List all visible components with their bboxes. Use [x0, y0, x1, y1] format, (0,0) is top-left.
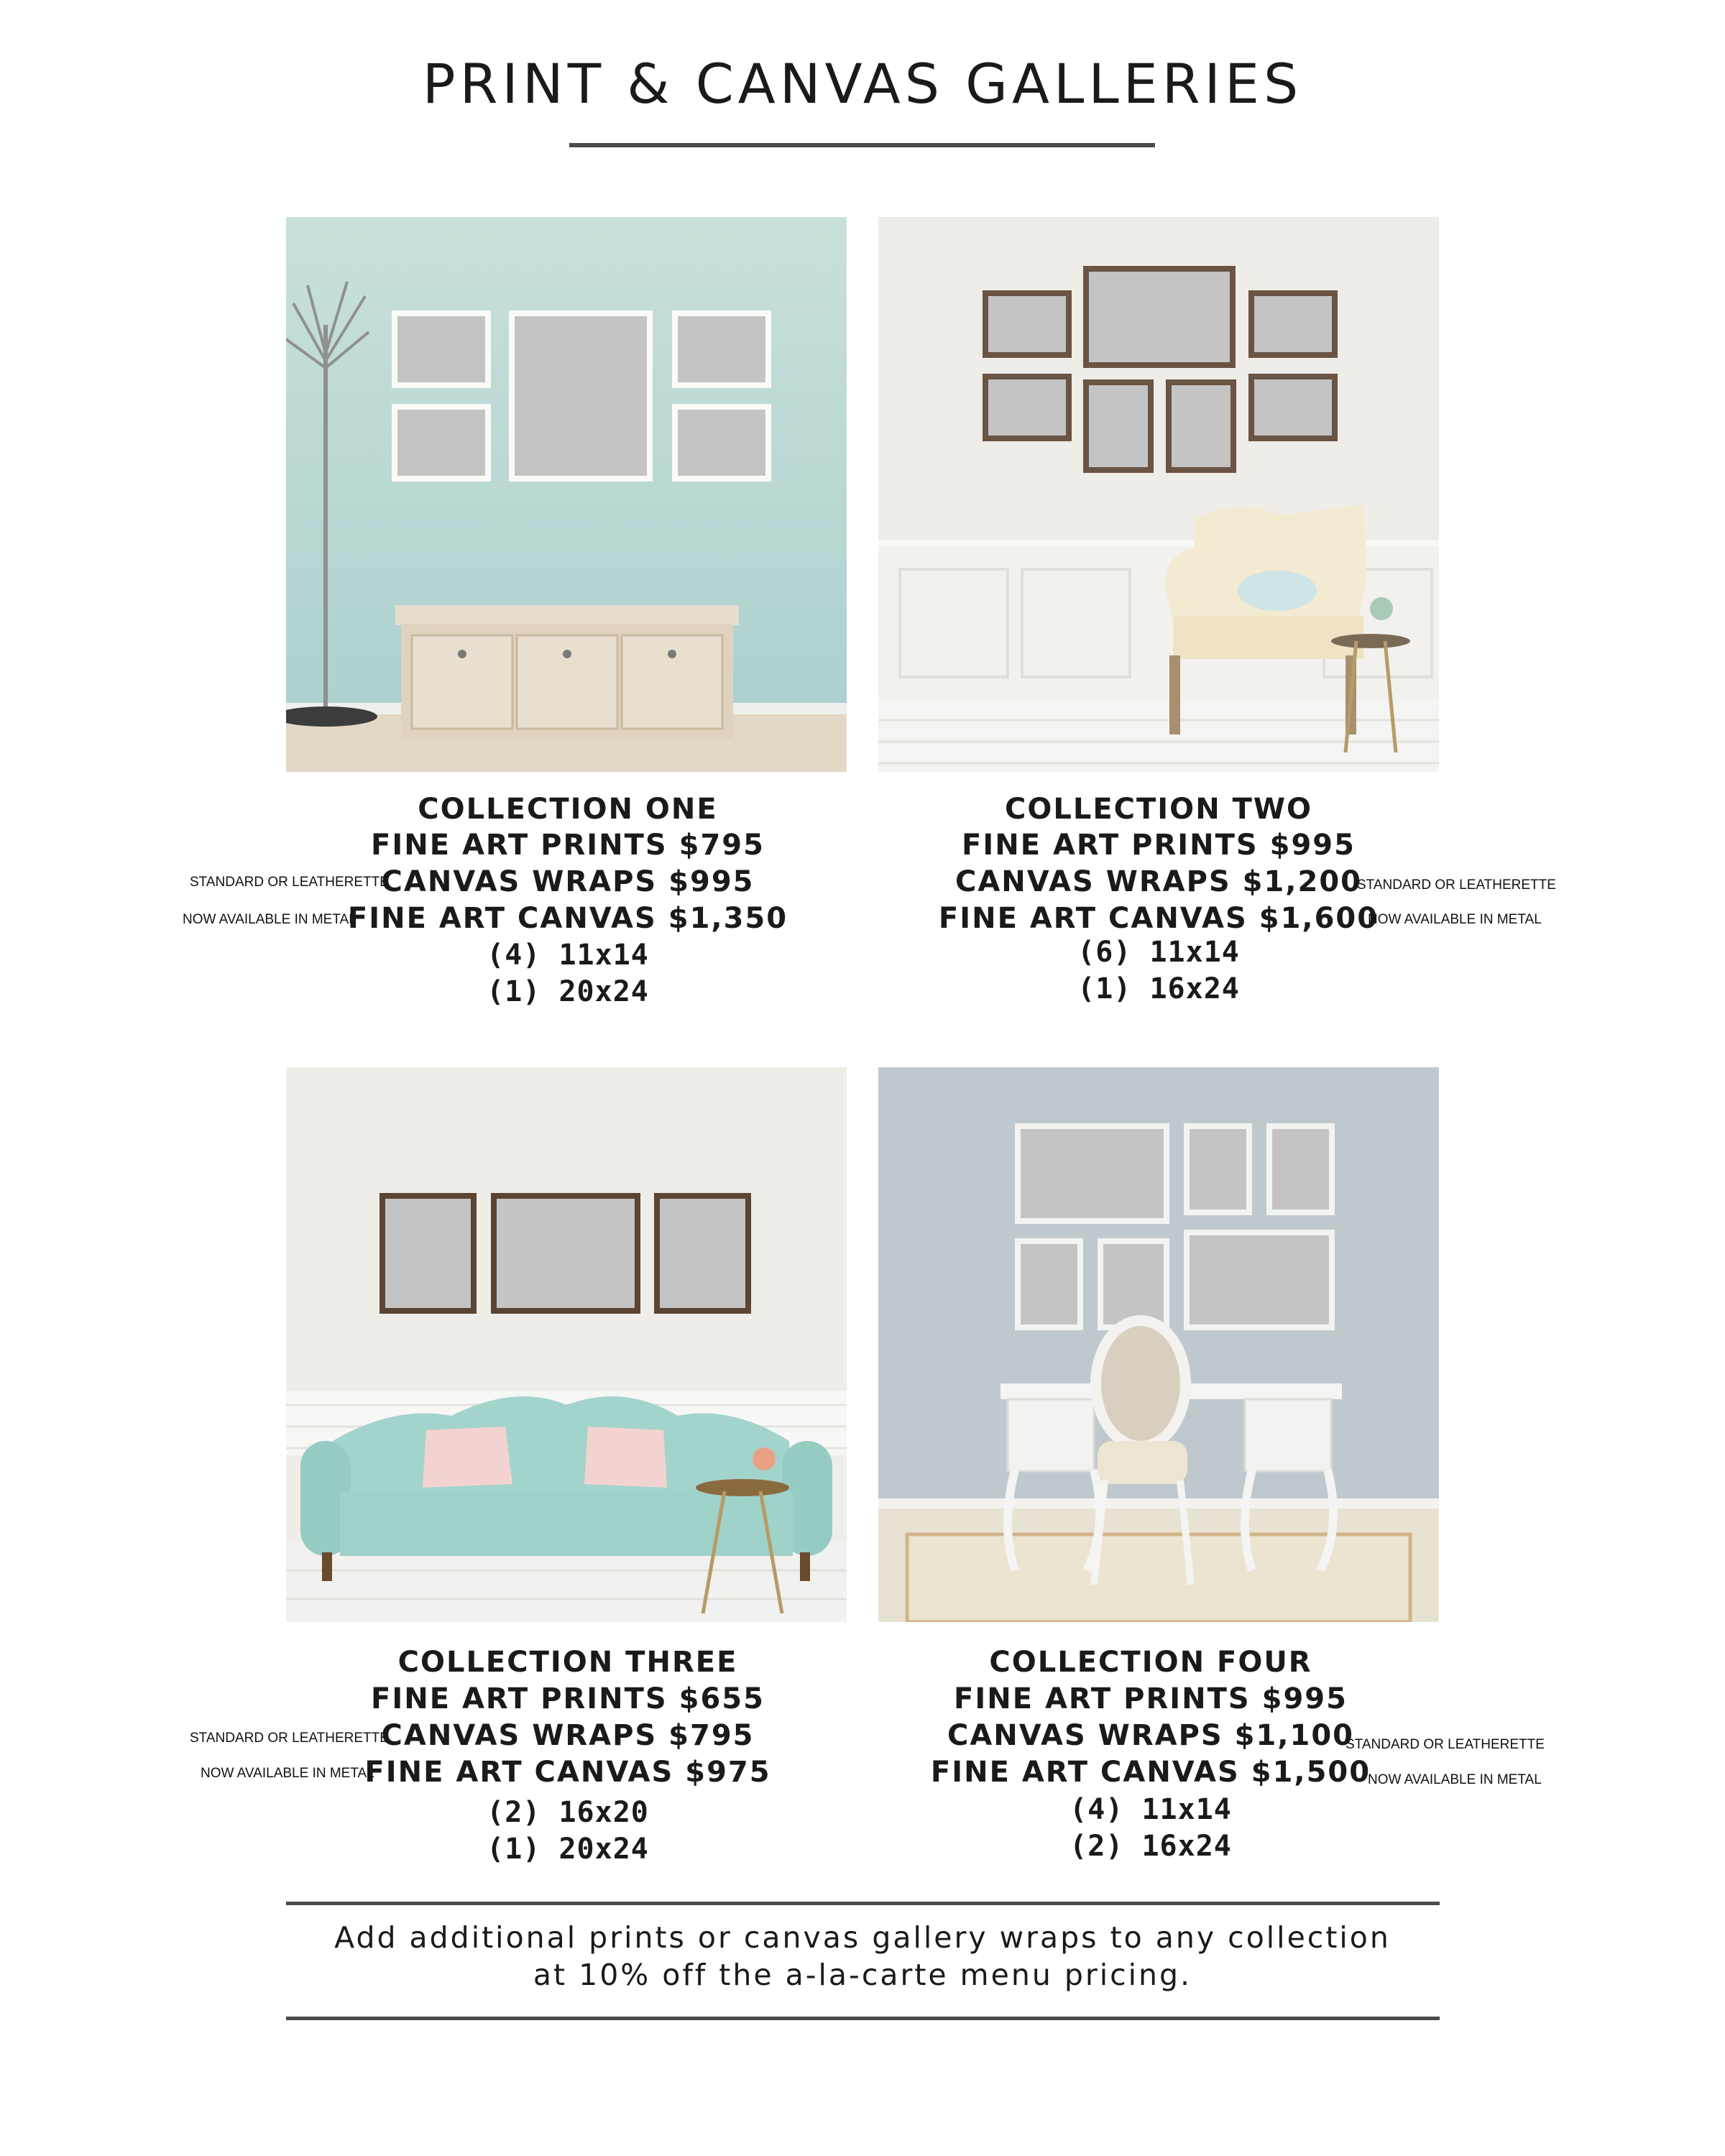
- collection-name: COLLECTION FOUR: [989, 1646, 1312, 1679]
- collection-name: COLLECTION ONE: [418, 793, 718, 826]
- fine-art-prints-price: FINE ART PRINTS $655: [371, 1682, 765, 1715]
- fine-art-prints-price: FINE ART PRINTS $995: [962, 829, 1356, 862]
- canvas-wraps-note: STANDARD OR LEATHERETTE: [190, 875, 389, 890]
- collection-two-room-image: [878, 217, 1439, 772]
- collection-four-room-image: [878, 1067, 1439, 1622]
- canvas-wraps-note: STANDARD OR LEATHERETTE: [1357, 877, 1556, 893]
- canvas-wraps-price: CANVAS WRAPS $1,200: [954, 865, 1363, 898]
- canvas-wraps-price: CANVAS WRAPS $1,100: [947, 1719, 1355, 1752]
- fine-art-canvas-note: NOW AVAILABLE IN METAL: [183, 912, 356, 927]
- size-item: (1) 20x24: [487, 975, 649, 1008]
- size-item: (1) 20x24: [487, 1833, 649, 1866]
- size-item: (4) 11x14: [1070, 1793, 1232, 1826]
- size-item: (1) 16x24: [1077, 972, 1240, 1005]
- fine-art-prints-price: FINE ART PRINTS $795: [371, 829, 765, 862]
- fine-art-canvas-note: NOW AVAILABLE IN METAL: [1368, 1772, 1542, 1787]
- footer-line: at 10% off the a-la-carte menu pricing.: [533, 1958, 1192, 1992]
- fine-art-canvas-price: FINE ART CANVAS $975: [364, 1756, 771, 1789]
- canvas-wraps-price: CANVAS WRAPS $995: [381, 865, 755, 898]
- size-item: (2) 16x20: [487, 1796, 649, 1829]
- fine-art-canvas-price: FINE ART CANVAS $1,500: [930, 1756, 1371, 1789]
- canvas-wraps-note: STANDARD OR LEATHERETTE: [1346, 1737, 1545, 1752]
- footer-top-divider: [286, 1902, 1440, 1905]
- size-item: (2) 16x24: [1070, 1830, 1232, 1863]
- footer-line: Add additional prints or canvas gallery wraps to any collection: [334, 1920, 1391, 1955]
- footer-bottom-divider: [286, 2017, 1440, 2020]
- collection-three-room-image: [286, 1067, 847, 1622]
- canvas-wraps-note: STANDARD OR LEATHERETTE: [190, 1731, 389, 1746]
- collection-name: COLLECTION THREE: [397, 1646, 738, 1679]
- fine-art-canvas-note: NOW AVAILABLE IN METAL: [201, 1766, 374, 1781]
- fine-art-prints-price: FINE ART PRINTS $995: [954, 1682, 1348, 1715]
- fine-art-canvas-price: FINE ART CANVAS $1,350: [347, 902, 788, 935]
- collection-name: COLLECTION TWO: [1005, 793, 1312, 826]
- page-title: PRINT & CANVAS GALLERIES: [422, 52, 1303, 116]
- collection-one-room-image: [286, 217, 847, 772]
- title-divider: [569, 143, 1155, 147]
- fine-art-canvas-note: NOW AVAILABLE IN METAL: [1368, 912, 1542, 927]
- size-item: (6) 11x14: [1077, 936, 1240, 969]
- canvas-wraps-price: CANVAS WRAPS $795: [381, 1719, 755, 1752]
- fine-art-canvas-price: FINE ART CANVAS $1,600: [938, 902, 1379, 935]
- size-item: (4) 11x14: [487, 939, 649, 972]
- footer-note: [0, 1919, 1725, 1994]
